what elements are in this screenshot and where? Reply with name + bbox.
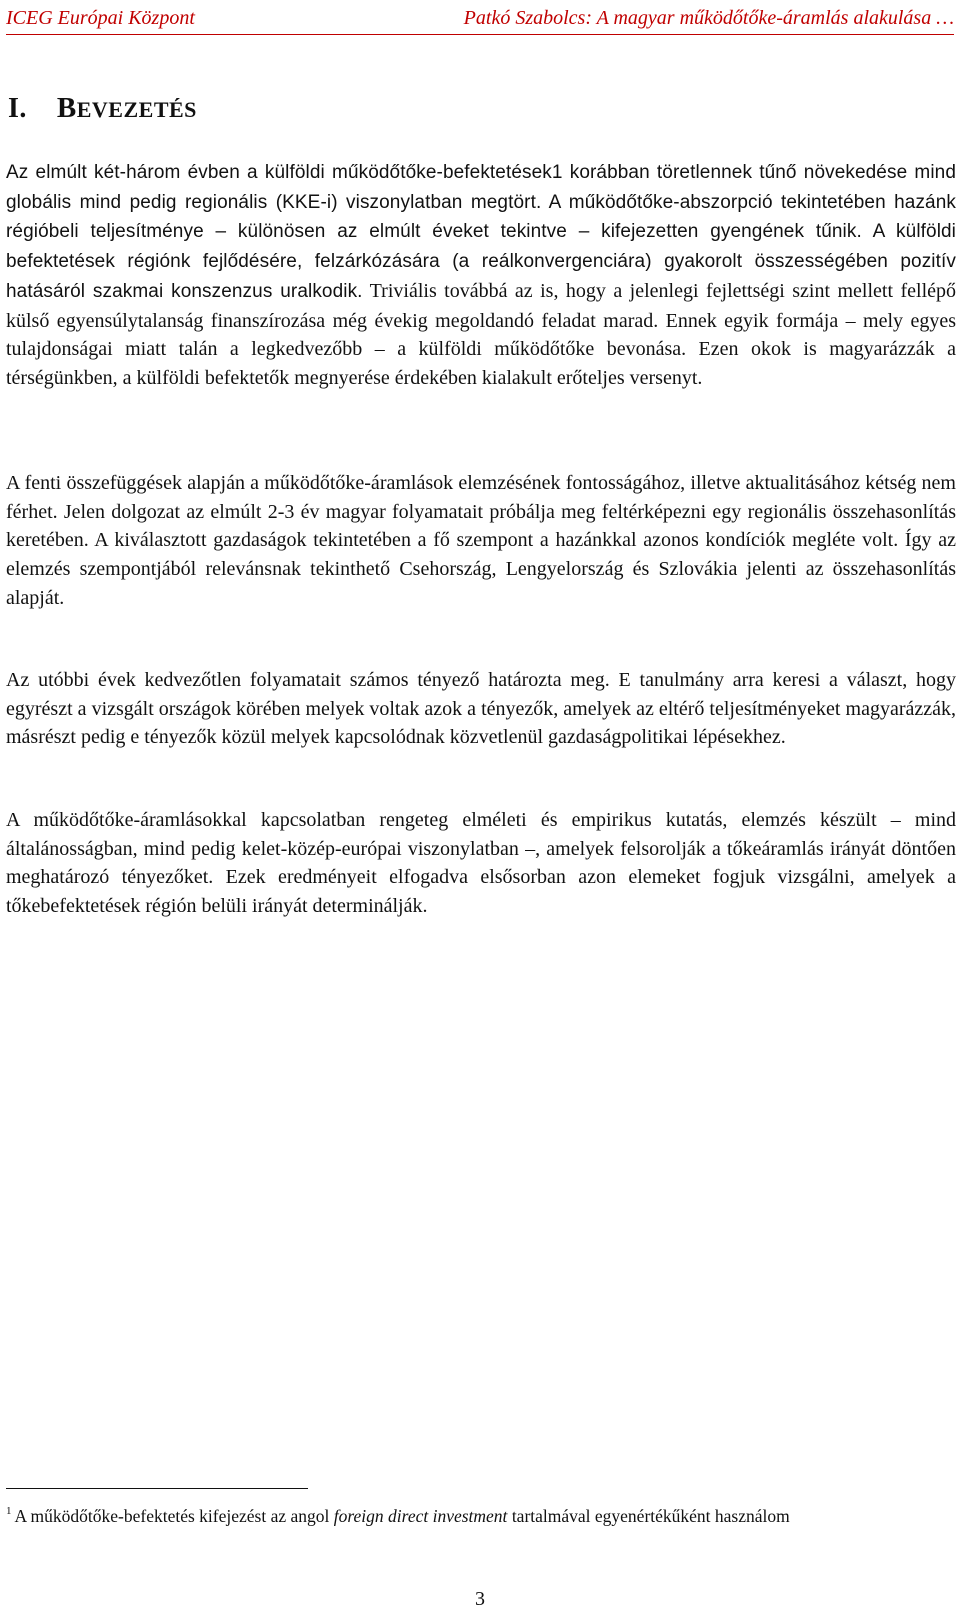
footnote-text-after: tartalmával egyenértékűként használom [507, 1506, 790, 1526]
footnote [6, 1505, 790, 1527]
footnote-separator [6, 1488, 308, 1489]
paragraph-1 [6, 158, 956, 393]
chapter-title-rest: EVEZETÉS [76, 97, 197, 122]
chapter-heading [8, 92, 197, 125]
page-number: 3 [475, 1588, 485, 1610]
footnote-text-before: A működőtőke-befektetés kifejezést az angol [14, 1506, 334, 1526]
header-left-text: ICEG Európai Központ [6, 7, 195, 29]
chapter-title-initial: B [56, 92, 77, 124]
paragraph-1-serif-part: Triviális továbbá az is, hogy a jelenlegi fejlettségi szint mellett fellépő külső egyensúlytalanság finanszírozása még évekig megoldandó feladat marad. Ennek egyik formája – mely egyes tulajdonságai miatt talán a legkedvezőbb – a külföldi működőtőke bevonása. Ezen okok is magyarázzák a térségünkben, a külföldi befektetők megnyerése érdekében kialakult erőteljes versenyt. [6, 279, 956, 389]
chapter-number: I. [8, 93, 27, 124]
header-right-text: Patkó Szabolcs: A magyar működőtőke-áramlás alakulása … [463, 7, 954, 29]
footnote-text-italic: foreign direct investment [333, 1506, 508, 1526]
paragraph-3: Az utóbbi évek kedvezőtlen folyamatait számos tényező határozta meg. E tanulmány arra keresi a választ, hogy egyrészt a vizsgált országok körében melyek voltak azok a tényezők, amelyek az eltérő teljesítményeket magyarázzák, másrészt pedig e tényezők közül melyek kapcsolódnak közvetlenül gazdaságpolitikai lépésekhez. [6, 669, 956, 749]
paragraph-2: A fenti összefüggések alapján a működőtőke-áramlások elemzésének fontosságához, illetve aktualitásához kétség nem férhet. Jelen dolgozat az elmúlt 2-3 év magyar folyamatait próbálja meg feltérképezni egy regionális összehasonlítás keretében. A kiválasztott gazdaságok tekintetében a fő szempont a hazánkkal azonos kondíciók megléte volt. Így az elemzés szempontjából relevánsnak tekinthető Csehország, Lengyelország és Szlovákia jelenti az összehasonlítás alapját. [6, 472, 956, 609]
paragraph-4: A működőtőke-áramlásokkal kapcsolatban rengeteg elméleti és empirikus kutatás, elemzés készült – mind általánosságban, mind pedig kelet-közép-európai viszonylatban –, amelyek felsorolják a tőkeáramlás irányát döntően meghatározó tényezőket. Ezek eredményeit elfogadva elsősorban azon elemeket fogjuk vizsgálni, amelyek a tőkebefektetések régión belüli irányát determinálják. [6, 809, 956, 918]
page-header [6, 4, 954, 35]
paragraph-1-sans-part: Az elmúlt két-három évben a külföldi működőtőke-befektetések1 korábban töretlennek tűnő növekedése mind globális mind pedig regionális (KKE-i) viszonylatban megtört. A működőtőke-abszorpció tekintetében hazánk régióbeli teljesítménye – különösen az elmúlt éveket tekintve – kifejezetten gyengének tűnik. A külföldi befektetések régiónk fejlődésére, felzárkózására (a reálkonvergenciára) gyakorolt összességében pozitív hatásáról szakmai konszenzus uralkodik. [6, 162, 956, 302]
footnote-marker: 1 [6, 1505, 12, 1517]
